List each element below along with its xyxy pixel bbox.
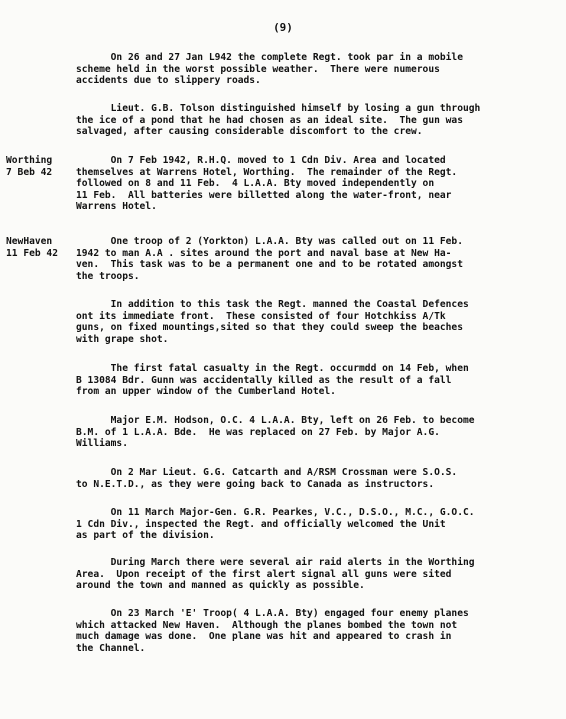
page-number: (9) <box>273 21 293 34</box>
paragraph-text: On 26 and 27 Jan L942 the complete Regt. took par in a mobile scheme held in the worst possible weather. There were numerous accidents due to slippery roads. <box>76 52 463 87</box>
paragraph-text: In addition to this task the Regt. manned the Coastal Defences ont its immediate front. These consisted of four Hotchkiss A/Tk guns, on fixed mountings,sited so that they could sweep the beaches with grape shot. <box>76 299 469 345</box>
paragraph-text: Lieut. G.B. Tolson distinguished himself by losing a gun through the ice of a pond that he had chosen as an ideal site. The gun was salvaged, after causing considerable discomfort to the crew. <box>76 103 481 138</box>
margin-note-worthing: Worthing 7 Beb 42 <box>6 155 53 178</box>
paragraph-text: On 11 March Major-Gen. G.R. Pearkes, V.C., D.S.O., M.C., G.O.C. 1 Cdn Div., inspected the Regt. and officially welcomed the Unit as part of the division. <box>76 507 475 542</box>
paragraph-text: On 2 Mar Lieut. G.G. Catcarth and A/RSM Crossman were S.O.S. to N.E.T.D., as they were going back to Canada as instructors. <box>76 467 458 490</box>
paragraph-text: On 23 March 'E' Troop( 4 L.A.A. Bty) engaged four enemy planes which attacked New Haven. Although the planes bombed the town not much damage was done. One plane was hit and appeared to crash in the Channel. <box>76 608 469 654</box>
paragraph-text: Major E.M. Hodson, O.C. 4 L.A.A. Bty, left on 26 Feb. to become B.M. of 1 L.A.A. Bde. He was replaced on 27 Feb. by Major A.G. Williams. <box>76 415 475 450</box>
paragraph-text: On 7 Feb 1942, R.H.Q. moved to 1 Cdn Div. Area and located themselves at Warrens Hotel, Worthing. The remainder of the Regt. followed on 8 and 11 Feb. 4 L.A.A. Bty moved independently on 11 Feb. All batteries were billetted along the water-front, near Warrens Hotel. <box>76 155 458 213</box>
paragraph-text: During March there were several air raid alerts in the Worthing Area. Upon receipt of the first alert signal all guns were sited around the town and manned as quickly as possible. <box>76 557 475 592</box>
margin-note-newhaven: NewHaven 11 Feb 42 <box>6 236 58 259</box>
paragraph-text: One troop of 2 (Yorkton) L.A.A. Bty was called out on 11 Feb. 1942 to man A.A . sites around the port and naval base at New Ha- ven. This task was to be a permanent one and to be rotated amongst the troops. <box>76 236 463 282</box>
paragraph-text: The first fatal casualty in the Regt. occurmdd on 14 Feb, when B 13084 Bdr. Gunn was accidentally killed as the result of a fall from an upper window of the Cumberland Hotel. <box>76 363 469 398</box>
